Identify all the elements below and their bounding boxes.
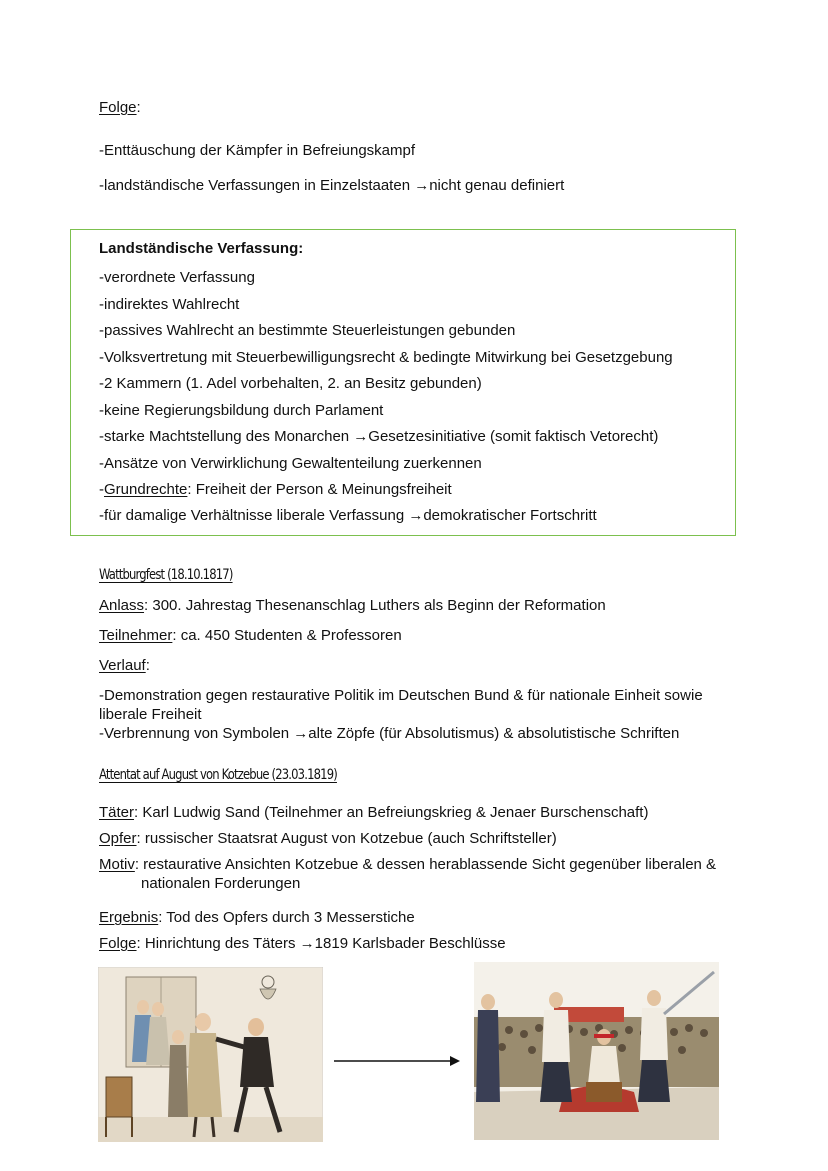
box-item: -2 Kammern (1. Adel vorbehalten, 2. an Besitz gebunden) <box>99 375 482 392</box>
ergebnis-line <box>99 908 415 928</box>
folge-item-2: -landständische Verfassungen in Einzelstaaten →nicht genau definiert <box>99 177 565 194</box>
anlass-line <box>99 596 606 616</box>
hinrichtung-illustration <box>474 962 719 1140</box>
grundrechte-label: Grundrechte <box>104 481 188 498</box>
opfer-text: : russischer Staatsrat August von Kotzebue (auch Schriftsteller) <box>136 830 557 847</box>
grundrechte-dash: - <box>99 481 104 498</box>
anlass-text: : 300. Jahrestag Thesenanschlag Luthers als Beginn der Reformation <box>144 597 606 614</box>
ergebnis-text: : Tod des Opfers durch 3 Messerstiche <box>158 909 415 926</box>
taeter-label: Täter <box>99 804 135 821</box>
motiv-line <box>99 855 716 875</box>
anlass-label: Anlass <box>99 597 145 614</box>
teilnehmer-label: Teilnehmer <box>99 627 173 644</box>
box-title: Landständische Verfassung: <box>99 240 304 257</box>
box-item: -indirektes Wahlrecht <box>99 296 240 313</box>
attentat-folge-text: : Hinrichtung des Täters →1819 Karlsbader Beschlüsse <box>136 935 506 952</box>
teilnehmer-line <box>99 626 402 646</box>
box-item: -starke Machtstellung des Monarchen →Gesetzesinitiative (somit faktisch Vetorecht) <box>99 428 659 445</box>
folge-item-1: -Enttäuschung der Kämpfer in Befreiungskampf <box>99 142 416 159</box>
verlauf-item-1b: liberale Freiheit <box>99 706 202 723</box>
opfer-line <box>99 829 557 849</box>
verlauf-item-1: -Demonstration gegen restaurative Politik im Deutschen Bund & für nationale Einheit sowie <box>99 687 703 704</box>
ergebnis-label: Ergebnis <box>99 909 159 926</box>
box-item: -keine Regierungsbildung durch Parlament <box>99 402 384 419</box>
motiv-label: Motiv <box>99 856 135 873</box>
box-item: -verordnete Verfassung <box>99 269 255 286</box>
verlauf-item-2: -Verbrennung von Symbolen →alte Zöpfe (für Absolutismus) & absolutistische Schriften <box>99 725 680 742</box>
taeter-line <box>99 803 648 823</box>
folge-heading-colon: : <box>136 99 141 116</box>
grundrechte-text: : Freiheit der Person & Meinungsfreiheit <box>187 481 452 498</box>
folge-heading <box>99 98 141 118</box>
verlauf-colon: : <box>145 657 150 674</box>
box-item: -passives Wahlrecht an bestimmte Steuerleistungen gebunden <box>99 322 516 339</box>
box-item: -Volksvertretung mit Steuerbewilligungsrecht & bedingte Mitwirkung bei Gesetzgebung <box>99 349 673 366</box>
taeter-text: : Karl Ludwig Sand (Teilnehmer an Befreiungskrieg & Jenaer Burschenschaft) <box>134 804 649 821</box>
attentat-folge-line <box>99 934 506 954</box>
arrow-right-icon <box>334 1054 462 1068</box>
attentat-illustration-svg <box>98 967 323 1142</box>
wartburg-heading: Wattburgfest (18.10.1817) <box>99 567 233 583</box>
attentat-folge-label: Folge <box>99 935 137 952</box>
attentat-heading: Attentat auf August von Kotzebue (23.03.1819) <box>99 767 337 783</box>
teilnehmer-text: : ca. 450 Studenten & Professoren <box>172 627 402 644</box>
box-item-last: -für damalige Verhältnisse liberale Verfassung →demokratischer Fortschritt <box>99 507 597 524</box>
attentat-illustration <box>98 967 323 1142</box>
motiv-text: : restaurative Ansichten Kotzebue & dessen herablassende Sicht gegenüber liberalen & <box>134 856 717 873</box>
verlauf-line <box>99 656 150 676</box>
box-item: -Ansätze von Verwirklichung Gewaltenteilung zuerkennen <box>99 455 482 472</box>
motiv-line-2: nationalen Forderungen <box>141 875 301 892</box>
hinrichtung-illustration-svg <box>474 962 719 1140</box>
folge-heading-label: Folge <box>99 99 137 116</box>
verlauf-label: Verlauf <box>99 657 146 674</box>
box-item-grundrechte <box>99 480 452 500</box>
opfer-label: Opfer <box>99 830 137 847</box>
